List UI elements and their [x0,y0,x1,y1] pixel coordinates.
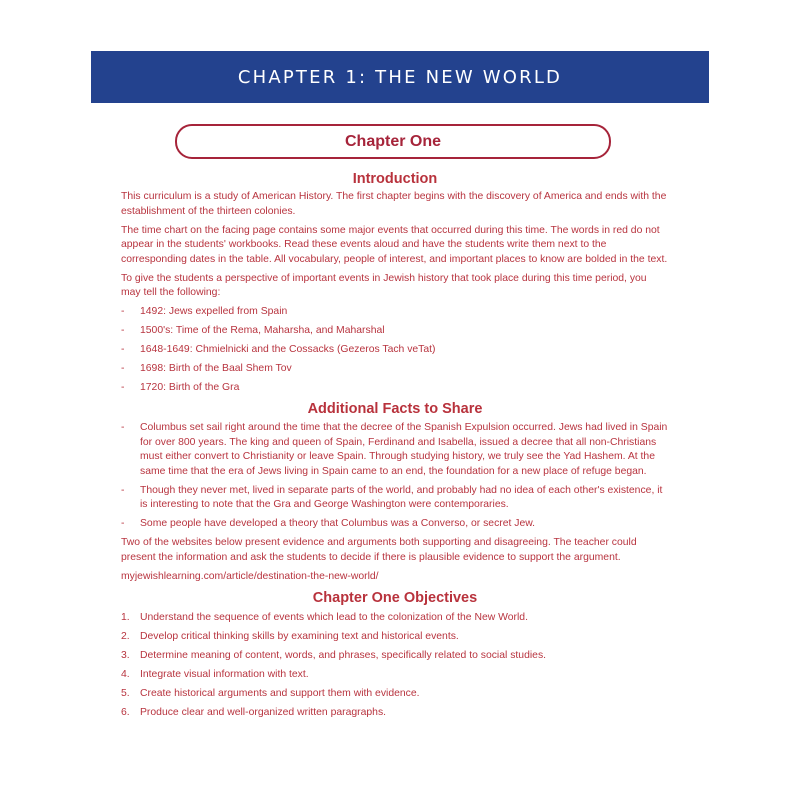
introduction-heading: Introduction [352,171,438,187]
list-item [121,630,669,645]
intro-paragraph: The time chart on the facing page contains some major events that occurred during this time. The words in red do not appear in the students' workbooks. Read these events aloud and have the students write them next to the corresponding dates in the table. All vocabulary, people of interest, and important places to know are bolded in the text. [121,224,668,265]
number-marker: 5. [121,688,130,699]
number-marker: 2. [121,631,130,642]
chapter-label: Chapter One [344,132,441,150]
dash-marker: - [121,484,125,496]
number-marker: 4. [121,669,130,680]
list-item [121,324,669,339]
event-text: 1492: Jews expelled from Spain [140,306,288,317]
page-content [121,170,669,725]
dash-marker: - [121,344,125,355]
objective-text: Understand the sequence of events which lead to the colonization of the New World. [140,612,528,623]
list-item [121,611,669,626]
objectives-list [121,611,669,721]
chapter-label-pill [175,124,611,159]
dash-marker: - [121,518,125,529]
website-link[interactable]: myjewishlearning.com/article/destination-the-new-world/ [121,570,379,582]
list-item [121,649,669,664]
event-text: 1698: Birth of the Baal Shem Tov [140,363,292,374]
number-marker: 6. [121,707,130,718]
list-item [121,668,669,683]
fact-text: Columbus set sail right around the time that the decree of the Spanish Expulsion occurred. Jews had lived in Spain for over 800 years. The king and queen of Spain, Ferdinand and Isabella, issued a decree that all non-Christians must either convert to Christianity or leave Spain. Through studying history, we truly see the Yad Hashem. At the same time that the era of Jews living in Spain came to an end, the foundation for a new place of refuge began. [140,422,668,477]
list-item [121,381,669,396]
intro-paragraph: This curriculum is a study of American History. The first chapter begins with the discovery of America and ends with the establishment of the thirteen colonies. [121,191,667,217]
additional-facts-heading: Additional Facts to Share [307,401,483,417]
list-item [121,706,669,721]
dash-marker: - [121,422,125,433]
dash-marker: - [121,363,125,374]
event-text: 1720: Birth of the Gra [140,382,240,393]
chapter-header-band [91,51,709,103]
fact-text: Some people have developed a theory that Columbus was a Converso, or secret Jew. [140,518,536,529]
event-text: 1500's: Time of the Rema, Maharsha, and Maharshal [140,325,385,336]
list-item [121,687,669,702]
list-item [121,305,669,320]
fact-text: Though they never met, lived in separate parts of the world, and probably had no idea of each other's existence, it is interesting to note that the Gra and George Washington were contemporaries. [140,484,663,510]
list-item [121,517,669,532]
objective-text: Create historical arguments and support them with evidence. [140,688,420,699]
intro-paragraph: To give the students a perspective of important events in Jewish history that took place during this time period, you may tell the following: [121,272,647,298]
objective-text: Develop critical thinking skills by examining text and historical events. [140,631,459,642]
number-marker: 1. [121,612,130,623]
additional-facts-list [121,421,669,532]
dash-marker: - [121,382,125,393]
websites-paragraph: Two of the websites below present evidence and arguments both supporting and disagreeing. The teacher could present the information and ask the students to decide if there is plausible evidence to support the argument. [121,537,637,563]
list-item [121,343,669,358]
objective-text: Integrate visual information with text. [140,669,309,680]
number-marker: 3. [121,650,130,661]
objectives-heading: Chapter One Objectives [312,590,478,606]
chapter-header-title: CHAPTER 1: THE NEW WORLD [237,66,563,88]
event-text: 1648-1649: Chmielnicki and the Cossacks (Gezeros Tach veTat) [140,344,436,355]
dash-marker: - [121,306,125,317]
list-item [121,484,669,513]
objective-text: Produce clear and well-organized written paragraphs. [140,707,387,718]
dash-marker: - [121,325,125,336]
jewish-history-events-list [121,305,669,396]
list-item [121,421,669,479]
list-item [121,362,669,377]
objective-text: Determine meaning of content, words, and phrases, specifically related to social studies. [140,650,547,661]
